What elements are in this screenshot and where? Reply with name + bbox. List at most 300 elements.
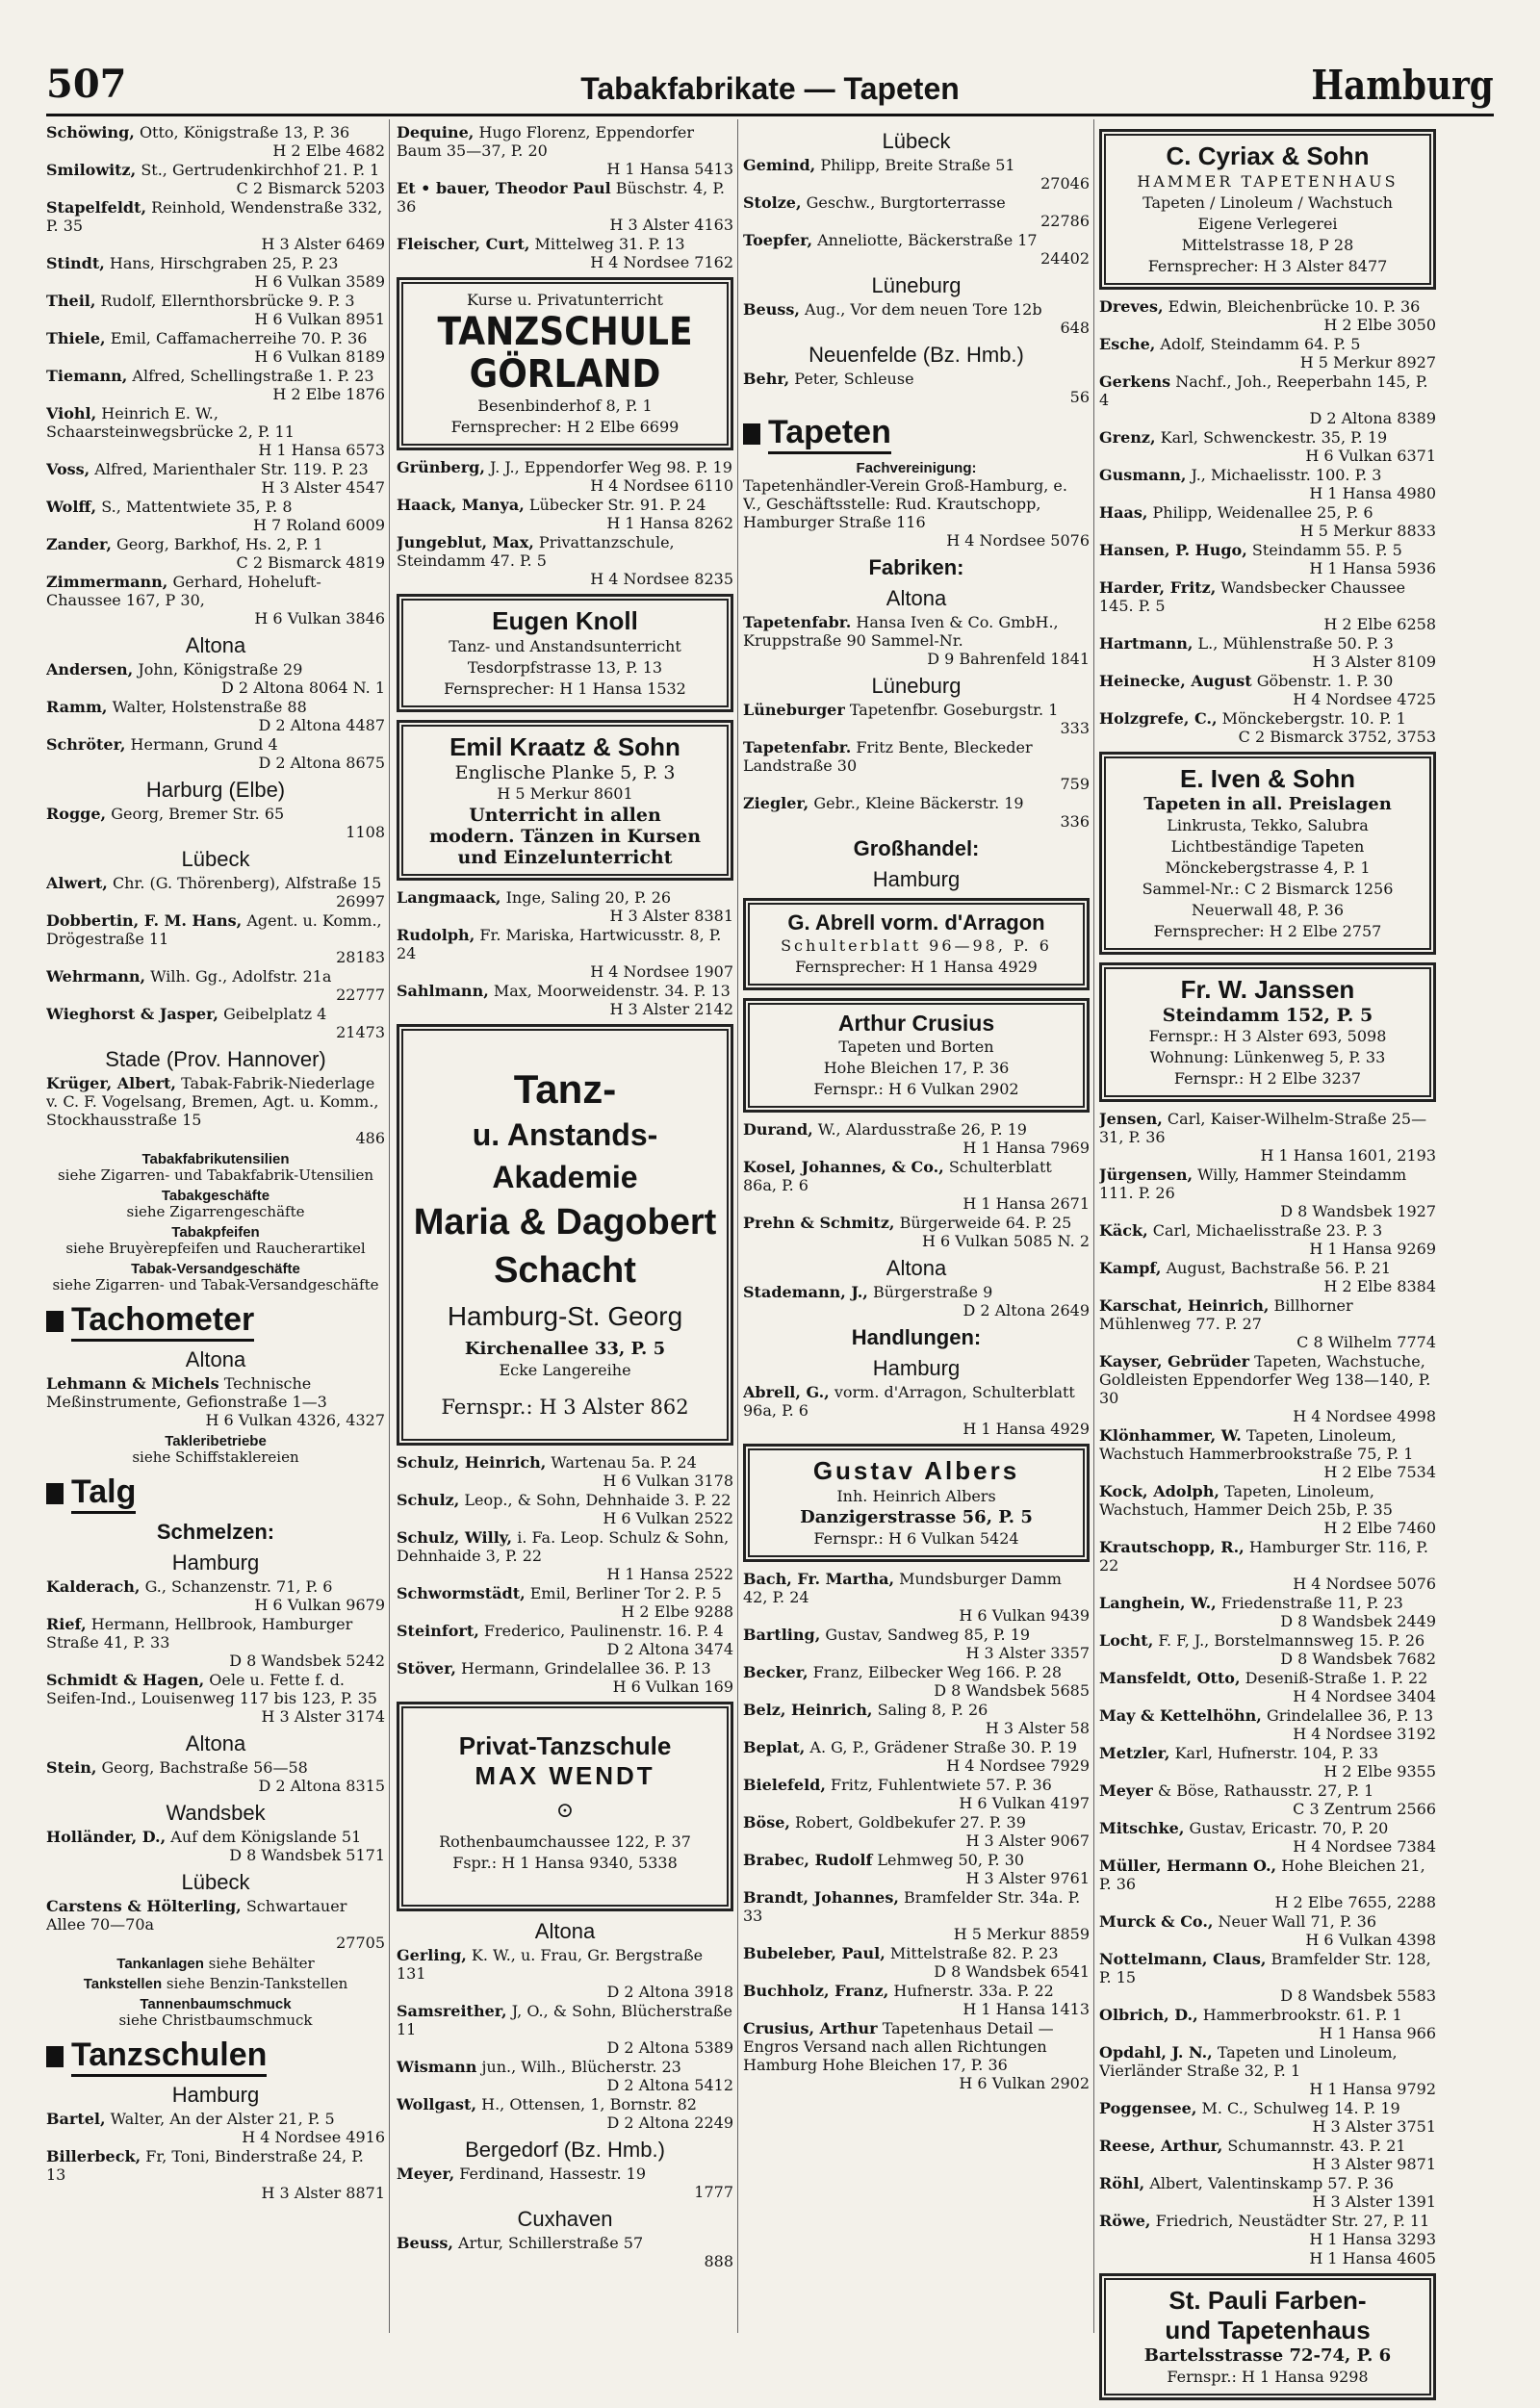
entry-name: Behr, <box>743 370 790 388</box>
phone-number: 1777 <box>694 2183 733 2201</box>
ad-line: Hohe Bleichen 17, P. 36 <box>823 1059 1010 1077</box>
entry-name: Dreves, <box>1099 297 1164 316</box>
entry-details: Hufnerstr. 33a. P. 22 <box>893 1982 1054 2000</box>
phone-number: D 2 Altona 8389 <box>1309 409 1436 427</box>
ad-iven-sohn <box>1099 752 1436 955</box>
directory-entry <box>1099 1744 1436 1780</box>
entry-name: Böse, <box>743 1813 790 1832</box>
phone-number: H 2 Elbe 8384 <box>1323 1277 1436 1295</box>
directory-entry <box>743 193 1090 230</box>
entry-name: Schwormstädt, <box>397 1584 526 1602</box>
phone-number: H 1 Hansa 5413 <box>606 160 733 178</box>
entry-details: H., Ottensen, 1, Bornstr. 82 <box>481 2095 697 2113</box>
ad-title: TANZSCHULE <box>437 310 693 354</box>
phone-number: D 2 Altona 3918 <box>606 1983 733 2001</box>
entry-details: Privattanzschule, Steindamm 47. P. 5 <box>397 533 675 570</box>
entry-details: Tapeten, Wachstuche, Goldleisten Eppendorfer Weg 138—140, P. 30 <box>1099 1352 1431 1407</box>
directory-entry <box>1099 1819 1436 1856</box>
page-title: Tabakfabrikate — Tapeten <box>580 71 960 106</box>
entry-name: Tapetenfabr. <box>743 738 852 756</box>
entry-details: Karl, Schwenckestr. 35, P. 19 <box>1160 428 1388 447</box>
entry-name: Hansen, P. Hugo, <box>1099 541 1247 559</box>
entry-name: Kalderach, <box>46 1577 141 1596</box>
directory-entry <box>397 496 733 532</box>
entry-name: Locht, <box>1099 1631 1154 1650</box>
place-heading: Lübeck <box>181 1870 250 1894</box>
ad-line: Mittelstrasse 18, P 28 <box>1181 236 1354 254</box>
phone-number: H 3 Alster 9067 <box>965 1832 1090 1850</box>
entry-name: Röwe, <box>1099 2212 1151 2230</box>
ad-line: Tesdorpfstrasse 13, P. 13 <box>467 658 663 677</box>
cross-reference-keyword: Tankanlagen <box>116 1956 204 1972</box>
phone-number: D 2 Altona 5389 <box>606 2038 733 2057</box>
phone-number: H 2 Elbe 7534 <box>1323 1463 1436 1481</box>
entry-name: Müller, Hermann O., <box>1099 1857 1277 1875</box>
entry-name: Kosel, Johannes, & Co., <box>743 1158 944 1176</box>
entry-name: Bubeleber, Paul, <box>743 1944 886 1962</box>
entry-details: Adolf, Steindamm 64. P. 5 <box>1160 335 1361 353</box>
phone-number: 486 <box>355 1129 385 1147</box>
entry-details: Mittelstraße 82. P. 23 <box>889 1944 1059 1962</box>
entry-name: Stapelfeldt, <box>46 198 147 217</box>
entry-name: Haack, Manya, <box>397 496 525 514</box>
phone-number: 21473 <box>336 1023 385 1041</box>
entry-name: Zimmermann, <box>46 573 168 591</box>
ad-line: Steindamm 152, P. 5 <box>1162 1005 1373 1026</box>
directory-entry <box>743 1944 1090 1981</box>
phone-number: H 2 Elbe 7655, 2288 <box>1274 1893 1436 1911</box>
column-1 <box>46 123 385 2203</box>
entry-name: Rogge, <box>46 805 107 823</box>
entry-name: Brandt, Johannes, <box>743 1888 899 1907</box>
phone-number: H 4 Nordsee 5076 <box>1293 1575 1436 1593</box>
entry-details: Karl, Hufnerstr. 104, P. 33 <box>1174 1744 1379 1762</box>
entry-name: Rudolph, <box>397 926 475 944</box>
phone-number: H 4 Nordsee 4916 <box>242 2128 385 2146</box>
directory-entry <box>397 235 733 271</box>
place-heading: Hamburg <box>171 1550 260 1575</box>
entry-name: Alwert, <box>46 874 108 892</box>
phone-number: H 3 Alster 8381 <box>609 907 733 925</box>
directory-entry <box>1099 2212 1436 2248</box>
entry-name: Poggensee, <box>1099 2099 1197 2117</box>
phone-number: 759 <box>1060 775 1090 793</box>
directory-entry <box>1099 1296 1436 1351</box>
entry-details: Frederico, Paulinenstr. 16. P. 4 <box>483 1622 724 1640</box>
entry-details: Philipp, Weidenallee 25, P. 6 <box>1152 503 1373 522</box>
sub-heading: Schmelzen: <box>156 1520 275 1544</box>
section-title: Tapeten <box>768 414 891 454</box>
directory-entry <box>1099 1221 1436 1258</box>
section-marker-icon <box>743 423 760 445</box>
directory-entry <box>46 404 385 459</box>
directory-entry <box>743 701 1090 737</box>
cross-reference <box>46 1976 385 1992</box>
phone-number: H 6 Vulkan 9679 <box>254 1596 385 1614</box>
phone-number: H 4 Nordsee 8235 <box>590 570 733 588</box>
directory-entry <box>46 573 385 628</box>
directory-entry <box>397 982 733 1018</box>
phone-number: H 6 Vulkan 2522 <box>603 1509 733 1527</box>
entry-name: Ramm, <box>46 698 108 716</box>
directory-entry <box>46 1897 385 1952</box>
phone-number: H 4 Nordsee 4725 <box>1293 690 1436 708</box>
cross-reference <box>46 1261 385 1294</box>
directory-entry <box>397 2095 733 2132</box>
entry-details: Fr. Mariska, Hartwicusstr. 8, P. 24 <box>397 926 722 962</box>
entry-details: Walter, Holstenstraße 88 <box>112 698 307 716</box>
entry-details: i. Fa. Leop. Schulz & Sohn, Dehnhaide 3, P. 22 <box>397 1528 730 1565</box>
phone-number: H 5 Merkur 8927 <box>1299 353 1436 371</box>
entry-name: Klönhammer, W. <box>1099 1426 1242 1445</box>
ad-line: Tanz- und Anstandsunterricht <box>449 637 681 655</box>
directory-entry <box>743 1888 1090 1943</box>
entry-details: Tabak-Fabrik-Niederlage v. C. F. Vogelsang, Bremen, Agt. u. Komm., Stockhausstraße 15 <box>46 1074 379 1129</box>
entry-name: Prehn & Schmitz, <box>743 1214 895 1232</box>
entry-details: Bramfelder Str. 34a. P. 33 <box>743 1888 1081 1925</box>
entry-details: K. W., u. Frau, Gr. Bergstraße 131 <box>397 1946 704 1983</box>
phone-number: H 6 Vulkan 8189 <box>254 347 385 366</box>
phone-number: H 1 Hansa 7969 <box>962 1139 1090 1157</box>
directory-entry <box>46 1615 385 1670</box>
ad-title: St. Pauli Farben- <box>1168 2286 1367 2315</box>
phone-number: H 6 Vulkan 169 <box>612 1678 733 1696</box>
ad-line: Linkrusta, Tekko, Salubra <box>1167 816 1369 834</box>
page-number: 507 <box>46 62 127 107</box>
entry-name: Jürgensen, <box>1099 1166 1194 1184</box>
cross-reference-text: siehe Zigarrengeschäfte <box>126 1203 305 1220</box>
city-heading: Hamburg <box>1311 62 1494 109</box>
entry-details: Edwin, Bleichenbrücke 10. P. 36 <box>1168 297 1421 316</box>
entry-details: S., Mattentwiete 35, P. 8 <box>101 498 293 516</box>
phone-number: H 1 Hansa 966 <box>1319 2024 1436 2042</box>
cross-reference-keyword: Takleribetriebe <box>165 1433 267 1449</box>
entry-name: Crusius, Arthur <box>743 2019 878 2037</box>
phone-number: H 1 Hansa 4929 <box>962 1420 1090 1438</box>
entry-details: J., Michaelisstr. 100. P. 3 <box>1191 466 1382 484</box>
directory-entry <box>46 911 385 966</box>
entry-name: Bartel, <box>46 2110 106 2128</box>
entry-details: Aug., Vor dem neuen Tore 12b <box>805 300 1042 319</box>
phone-number: H 4 Nordsee 6110 <box>590 476 733 495</box>
entry-name: Bartling, <box>743 1626 821 1644</box>
entry-name: Hartmann, <box>1099 634 1194 653</box>
phone-number: 27046 <box>1040 174 1090 192</box>
phone-number: H 3 Alster 8871 <box>261 2184 385 2202</box>
ad-phone: Fernsprecher: H 1 Hansa 1532 <box>444 679 686 698</box>
entry-name: Gerkens <box>1099 372 1171 391</box>
phone-number: 56 <box>1069 388 1090 406</box>
phone-number: D 2 Altona 3474 <box>606 1640 733 1658</box>
phone-number: H 1 Hansa 1413 <box>962 2000 1090 2018</box>
phone-number: 27705 <box>336 1934 385 1952</box>
entry-name: Samsreither, <box>397 2002 507 2020</box>
cross-reference-keyword: Tankstellen <box>83 1976 163 1992</box>
ad-title: G. Abrell vorm. d'Arragon <box>787 910 1045 935</box>
entry-details: jun., Wilh., Blücherstr. 23 <box>481 2058 681 2076</box>
directory-entry <box>743 1663 1090 1700</box>
sub-heading: Fabriken: <box>868 555 964 579</box>
ad-phone: Fernspr.: H 2 Elbe 3237 <box>1173 1069 1362 1088</box>
phone-number: D 8 Wandsbek 7682 <box>1280 1650 1436 1668</box>
entry-name: Theil, <box>46 292 96 310</box>
directory-entry <box>743 1283 1090 1319</box>
place-heading: Bergedorf (Bz. Hmb.) <box>465 2138 665 2162</box>
section-heading <box>46 1473 385 1514</box>
phone-number: H 6 Vulkan 4326, 4327 <box>205 1411 385 1429</box>
ad-line: HAMMER TAPETENHAUS <box>1137 172 1399 191</box>
entry-details: Hansa Iven & Co. GmbH., Kruppstraße 90 Sammel-Nr. <box>743 613 1059 650</box>
directory-entry <box>1099 428 1436 465</box>
phone-number: H 3 Alster 6469 <box>261 235 385 253</box>
directory-entry <box>397 123 733 178</box>
entry-details: Göbenstr. 1. P. 30 <box>1256 672 1394 690</box>
cross-reference <box>46 1188 385 1220</box>
entry-name: Mitschke, <box>1099 1819 1185 1837</box>
phone-number: 22777 <box>336 986 385 1004</box>
cross-reference-text: siehe Schiffstaklereien <box>132 1448 299 1466</box>
phone-number: H 2 Elbe 1876 <box>272 385 385 403</box>
column-4 <box>1099 123 1436 2408</box>
association-label: Fachvereinigung: <box>856 460 977 476</box>
directory-entry <box>397 179 733 234</box>
entry-details: Georg, Barkhof, Hs. 2, P. 1 <box>116 535 323 553</box>
place-heading: Hamburg <box>872 1356 961 1380</box>
entry-details: Rudolf, Ellernthorsbrücke 9. P. 3 <box>100 292 355 310</box>
entry-details: Fritz Bente, Bleckeder Landstraße 30 <box>743 738 1033 775</box>
entry-details: Neuer Wall 71, P. 36 <box>1218 1912 1377 1931</box>
ad-cyriax <box>1099 129 1436 290</box>
ad-title: MAX WENDT <box>475 1761 655 1790</box>
directory-entry <box>743 2019 1090 2092</box>
phone-number: H 1 Hansa 3293 <box>1309 2230 1436 2248</box>
directory-entry <box>1099 2174 1436 2211</box>
phone-number: C 2 Bismarck 3752, 3753 <box>1238 728 1436 746</box>
entry-details: J. J., Eppendorfer Weg 98. P. 19 <box>490 458 732 476</box>
entry-details: Hugo Florenz, Eppendorfer Baum 35—37, P. 20 <box>397 123 695 160</box>
phone-number: 22786 <box>1040 212 1090 230</box>
entry-name: Thiele, <box>46 329 106 347</box>
phone-number: H 3 Alster 4547 <box>261 478 385 497</box>
ad-line: Eigene Verlegerei <box>1197 215 1338 233</box>
place-heading: Altona <box>534 1919 596 1943</box>
entry-details: Steindamm 55. P. 5 <box>1251 541 1402 559</box>
directory-entry <box>1099 1631 1436 1668</box>
entry-name: Stöver, <box>397 1659 456 1678</box>
phone-number: H 3 Alster 3174 <box>261 1707 385 1726</box>
ad-line: Mönckebergstrasse 4, P. 1 <box>1165 858 1371 877</box>
entry-name: Kayser, Gebrüder <box>1099 1352 1250 1371</box>
ad-phone: Fernsprecher: H 1 Hansa 4929 <box>795 958 1038 976</box>
ad-title: GÖRLAND <box>469 352 661 397</box>
directory-entry <box>397 533 733 588</box>
directory-entry <box>46 535 385 572</box>
entry-details: Oele u. Fette f. d. Seifen-Ind., Louisenweg 117 bis 123, P. 35 <box>46 1671 377 1707</box>
entry-name: Wehrmann, <box>46 967 146 986</box>
place-heading: Cuxhaven <box>517 2207 613 2231</box>
entry-details: Alfred, Schellingstraße 1. P. 23 <box>132 367 374 385</box>
entry-name: Buchholz, Franz, <box>743 1982 889 2000</box>
ad-title: Arthur Crusius <box>837 1011 995 1036</box>
phone-number: H 1 Hansa 2671 <box>962 1194 1090 1213</box>
entry-name: Wismann <box>397 2058 477 2076</box>
directory-entry <box>1099 2137 1436 2173</box>
directory-entry <box>397 2058 733 2094</box>
entry-name: Beplat, <box>743 1738 806 1756</box>
directory-entry <box>46 2110 385 2146</box>
entry-details: Peter, Schleuse <box>794 370 914 388</box>
ad-line: Tapeten in all. Preislagen <box>1143 794 1392 814</box>
cross-reference-text: siehe Zigarren- und Tabakfabrik-Utensilien <box>57 1166 374 1184</box>
ad-phone: Fernsprecher: H 3 Alster 8477 <box>1147 257 1388 275</box>
cross-reference <box>46 1433 385 1466</box>
entry-details: Bürgerstraße 9 <box>872 1283 993 1301</box>
entry-details: Franz, Eilbecker Weg 166. P. 28 <box>812 1663 1063 1681</box>
directory-entry <box>46 2147 385 2202</box>
ad-line: Sammel-Nr.: C 2 Bismarck 1256 <box>1142 880 1394 898</box>
section-marker-icon <box>46 1311 64 1332</box>
directory-entry <box>397 2002 733 2057</box>
phone-number: D 9 Bahrenfeld 1841 <box>927 650 1090 668</box>
entry-name: Andersen, <box>46 660 134 679</box>
entry-details: Georg, Bachstraße 56—58 <box>101 1758 308 1777</box>
directory-entry <box>397 1528 733 1583</box>
entry-name: Schöwing, <box>46 123 135 141</box>
section-marker-icon <box>46 1483 64 1504</box>
entry-details: Wilh. Gg., Adolfstr. 21a <box>150 967 332 986</box>
phone-number: H 1 Hansa 1601, 2193 <box>1260 1146 1436 1165</box>
entry-details: Fritz, Fuhlentwiete 57. P. 36 <box>831 1776 1052 1794</box>
entry-name: Et • bauer, Theodor Paul <box>397 179 611 197</box>
entry-name: Stindt, <box>46 254 105 272</box>
ad-title: Eugen Knoll <box>492 606 638 635</box>
cross-reference <box>46 1151 385 1184</box>
entry-details: St., Gertrudenkirchhof 21. P. 1 <box>141 161 380 179</box>
entry-name: Holländer, D., <box>46 1828 167 1846</box>
directory-entry <box>46 367 385 403</box>
ad-title: Tanz- <box>513 1066 617 1112</box>
ad-phone: Fernsprecher: H 2 Elbe 2757 <box>1153 922 1382 940</box>
place-heading: Hamburg <box>171 2083 260 2107</box>
directory-entry <box>743 1738 1090 1775</box>
entry-name: Stolze, <box>743 193 802 212</box>
ad-abrell <box>743 898 1090 990</box>
entry-details: Reinhold, Wendenstraße 332, P. 35 <box>46 198 383 235</box>
directory-entry <box>1099 2043 1436 2098</box>
ad-line: Englische Planke 5, P. 3 <box>454 762 676 783</box>
phone-number: H 4 Nordsee 3404 <box>1293 1687 1436 1705</box>
entry-name: Krautschopp, R., <box>1099 1538 1245 1556</box>
cross-reference-text: siehe Zigarren- und Tabak-Versandgeschäfte <box>52 1276 379 1294</box>
entry-details: Emil, Caffamacherreihe 70. P. 36 <box>110 329 368 347</box>
directory-entry <box>1099 297 1436 334</box>
phone-number: H 1 Hansa 8262 <box>606 514 733 532</box>
section-heading <box>743 414 1090 454</box>
entry-name: Harder, Fritz, <box>1099 578 1217 597</box>
entry-details: M. C., Schulweg 14. P. 19 <box>1201 2099 1400 2117</box>
ad-maria-dagobert-schacht <box>397 1024 733 1446</box>
entry-name: May & Kettelhöhn, <box>1099 1706 1262 1725</box>
entry-name: Belz, Heinrich, <box>743 1701 873 1719</box>
phone-number: 333 <box>1060 719 1090 737</box>
directory-entry <box>397 1946 733 2001</box>
phone-number: H 3 Alster 3357 <box>965 1644 1090 1662</box>
directory-entry <box>46 735 385 772</box>
entry-details: Hammerbrookstr. 61. P. 1 <box>1202 2006 1402 2024</box>
entry-details: Schwartauer Allee 70—70a <box>46 1897 347 1934</box>
entry-details: Hermann, Grund 4 <box>130 735 278 754</box>
ad-phone: Fernspr.: H 1 Hansa 9298 <box>1167 2368 1369 2386</box>
entry-details: Wartenau 5a. P. 24 <box>551 1453 697 1472</box>
phone-number: C 3 Zentrum 2566 <box>1293 1800 1436 1818</box>
ad-line: Bartelsstrasse 72-74, P. 6 <box>1143 2345 1392 2366</box>
ad-phone: Fernsprecher: H 2 Elbe 6699 <box>450 418 680 436</box>
phone-number: C 2 Bismarck 5203 <box>236 179 385 197</box>
directory-entry <box>46 329 385 366</box>
entry-details: Georg, Bremer Str. 65 <box>111 805 285 823</box>
entry-details: Agent. u. Komm., Drögestraße 11 <box>46 911 382 948</box>
entry-details: vorm. d'Arragon, Schulterblatt 96a, P. 6 <box>743 1383 1075 1420</box>
entry-details: Tapeten und Linoleum, Vierländer Straße 32, P. 1 <box>1099 2043 1398 2080</box>
entry-details: Emil, Berliner Tor 2. P. 5 <box>529 1584 722 1602</box>
phone-number: D 2 Altona 8315 <box>258 1777 385 1795</box>
phone-number: H 2 Elbe 9288 <box>621 1602 733 1621</box>
directory-entry <box>46 874 385 910</box>
entry-details: Heinrich E. W., Schaarsteinwegsbrücke 2, P. 11 <box>46 404 295 441</box>
ad-title: E. Iven & Sohn <box>1179 764 1356 793</box>
entry-name: Opdahl, J. N., <box>1099 2043 1213 2062</box>
ad-phone: Fernspr.: H 3 Alster 862 <box>441 1396 689 1419</box>
directory-entry <box>1099 2006 1436 2042</box>
phone-number: H 2 Elbe 4682 <box>272 141 385 160</box>
circle-icon: ⊙ <box>555 1799 575 1823</box>
directory-entry <box>743 794 1090 831</box>
ad-title: Fr. W. Janssen <box>1180 975 1355 1004</box>
phone-number: H 4 Nordsee 7384 <box>1293 1837 1436 1856</box>
directory-entry <box>743 1982 1090 2018</box>
directory-entry <box>1099 1669 1436 1705</box>
place-heading: Wandsbek <box>166 1801 266 1825</box>
directory-entry <box>1099 1594 1436 1630</box>
phone-number: D 8 Wandsbek 2449 <box>1280 1612 1436 1630</box>
entry-details: Alfred, Marienthaler Str. 119. P. 23 <box>94 460 369 478</box>
directory-entry <box>397 1622 733 1658</box>
entry-details: Lübecker Str. 91. P. 24 <box>528 496 706 514</box>
entry-details: Mittelweg 31. P. 13 <box>534 235 685 253</box>
phone-number: H 7 Roland 6009 <box>253 516 385 534</box>
phone-number: D 8 Wandsbek 5685 <box>934 1681 1090 1700</box>
ad-line: modern. Tänzen in Kursen <box>428 826 702 847</box>
entry-details: Gustav, Sandweg 85, P. 19 <box>825 1626 1031 1644</box>
entry-name: Mansfeldt, Otto, <box>1099 1669 1241 1687</box>
entry-details: Hamburger Str. 116, P. 22 <box>1099 1538 1428 1575</box>
directory-entry <box>1099 335 1436 371</box>
entry-details: Büschstr. 4, P. 36 <box>397 179 725 216</box>
ad-line: Kurse u. Privatunterricht <box>467 291 663 309</box>
directory-entry <box>1099 672 1436 708</box>
entry-name: Schulz, <box>397 1491 460 1509</box>
entry-details: Hermann, Grindelallee 36. P. 13 <box>461 1659 711 1678</box>
phone-number: H 6 Vulkan 5085 N. 2 <box>921 1232 1090 1250</box>
entry-name: Smilowitz, <box>46 161 137 179</box>
ad-phone: H 5 Merkur 8601 <box>497 784 633 803</box>
entry-details: Tapetenfbr. Goseburgstr. 1 <box>849 701 1059 719</box>
entry-name: Ziegler, <box>743 794 809 812</box>
entry-details: Technische Meßinstrumente, Gefionstraße 1—3 <box>46 1374 327 1411</box>
ad-st-pauli <box>1099 2273 1436 2400</box>
phone-number: H 6 Vulkan 4197 <box>959 1794 1090 1812</box>
cross-reference <box>46 1956 385 1972</box>
